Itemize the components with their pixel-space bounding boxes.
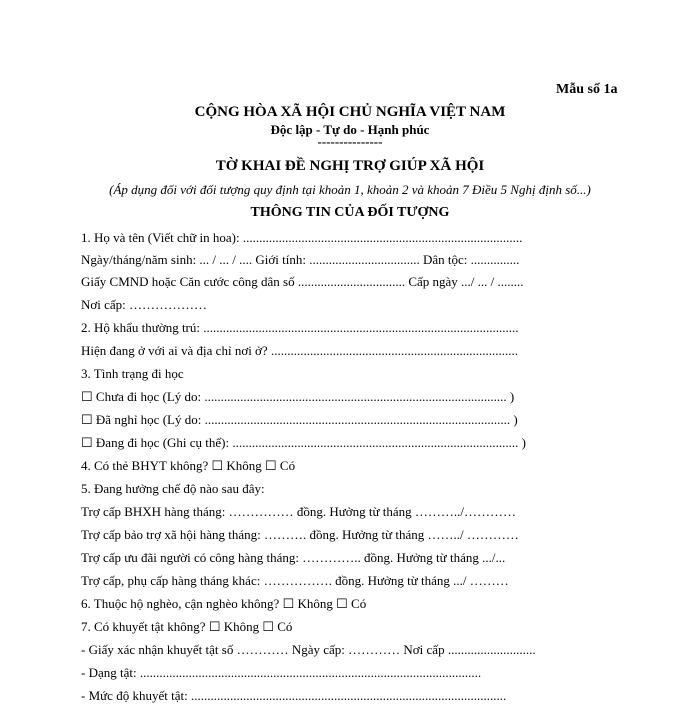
nation-heading: CỘNG HÒA XÃ HỘI CHỦ NGHĨA VIỆT NAM	[194, 104, 506, 120]
field-social-insurance-allowance: Trợ cấp BHXH hàng tháng: …………… đồng. Hưởng từ tháng ………../…………	[81, 504, 517, 519]
checkbox-never-attended: ☐ Chưa đi học (Lý do: ............................................................................................. )	[81, 389, 515, 404]
field-poor-household: 6. Thuộc hộ nghèo, cận nghèo không? ☐ Không ☐ Có	[81, 596, 367, 611]
checkbox-attending: ☐ Đang đi học (Ghi cụ thể): ........................................................................................ )	[81, 435, 526, 450]
field-birth-gender-ethnicity: Ngày/tháng/năm sinh: ... / ... / .... Giới tính: .................................. Dân tộc: ...............	[81, 252, 520, 267]
separator: ---------------	[317, 134, 383, 149]
field-schooling-heading: 3. Tình trạng đi học	[81, 366, 184, 381]
field-social-protection-allowance: Trợ cấp bảo trợ xã hội hàng tháng: ………. đồng. Hưởng từ tháng ……../ …………	[81, 527, 519, 542]
field-other-allowance: Trợ cấp, phụ cấp hàng tháng khác: ……………. đồng. Hưởng từ tháng .../ ………	[81, 573, 509, 588]
form-title: TỜ KHAI ĐỀ NGHỊ TRỢ GIÚP XÃ HỘI	[215, 158, 485, 174]
form-code: Mẫu số 1a	[556, 82, 618, 97]
field-issue-place: Nơi cấp: ………………	[81, 297, 208, 312]
checkbox-dropped-out: ☐ Đã nghỉ học (Lý do: .............................................................................................. )	[81, 412, 518, 427]
field-disability-level: - Mức độ khuyết tật: .................................................................................................	[81, 688, 507, 703]
field-disability: 7. Có khuyết tật không? ☐ Không ☐ Có	[81, 619, 293, 634]
motto: Độc lập - Tự do - Hạnh phúc	[270, 122, 430, 137]
field-benefits-heading: 5. Đang hưởng chế độ nào sau đây:	[81, 481, 265, 496]
field-full-name: 1. Họ và tên (Viết chữ in hoa): ......................................................................................	[81, 230, 523, 245]
section-heading: THÔNG TIN CỦA ĐỐI TƯỢNG	[250, 205, 450, 220]
field-disability-type: - Dạng tật: .........................................................................................................	[81, 665, 482, 680]
form-subtitle: (Áp dụng đối với đối tượng quy định tại khoản 1, khoản 2 và khoản 7 Điều 5 Nghị định số...)	[109, 182, 591, 197]
field-health-insurance: 4. Có thẻ BHYT không? ☐ Không ☐ Có	[81, 458, 296, 473]
field-disability-certificate: - Giấy xác nhận khuyết tật số ………… Ngày cấp: ………… Nơi cấp ...........................	[81, 642, 536, 657]
field-merit-allowance: Trợ cấp ưu đãi người có công hàng tháng: ………….. đồng. Hưởng từ tháng .../...	[81, 550, 506, 565]
field-id-card: Giấy CMND hoặc Căn cước công dân số ................................. Cấp ngày .../ ... / ........	[81, 274, 524, 289]
field-current-residence: Hiện đang ở với ai và địa chỉ nơi ở? ............................................................................	[81, 343, 518, 358]
field-permanent-residence: 2. Hộ khẩu thường trú: .................................................................................................	[81, 320, 519, 335]
